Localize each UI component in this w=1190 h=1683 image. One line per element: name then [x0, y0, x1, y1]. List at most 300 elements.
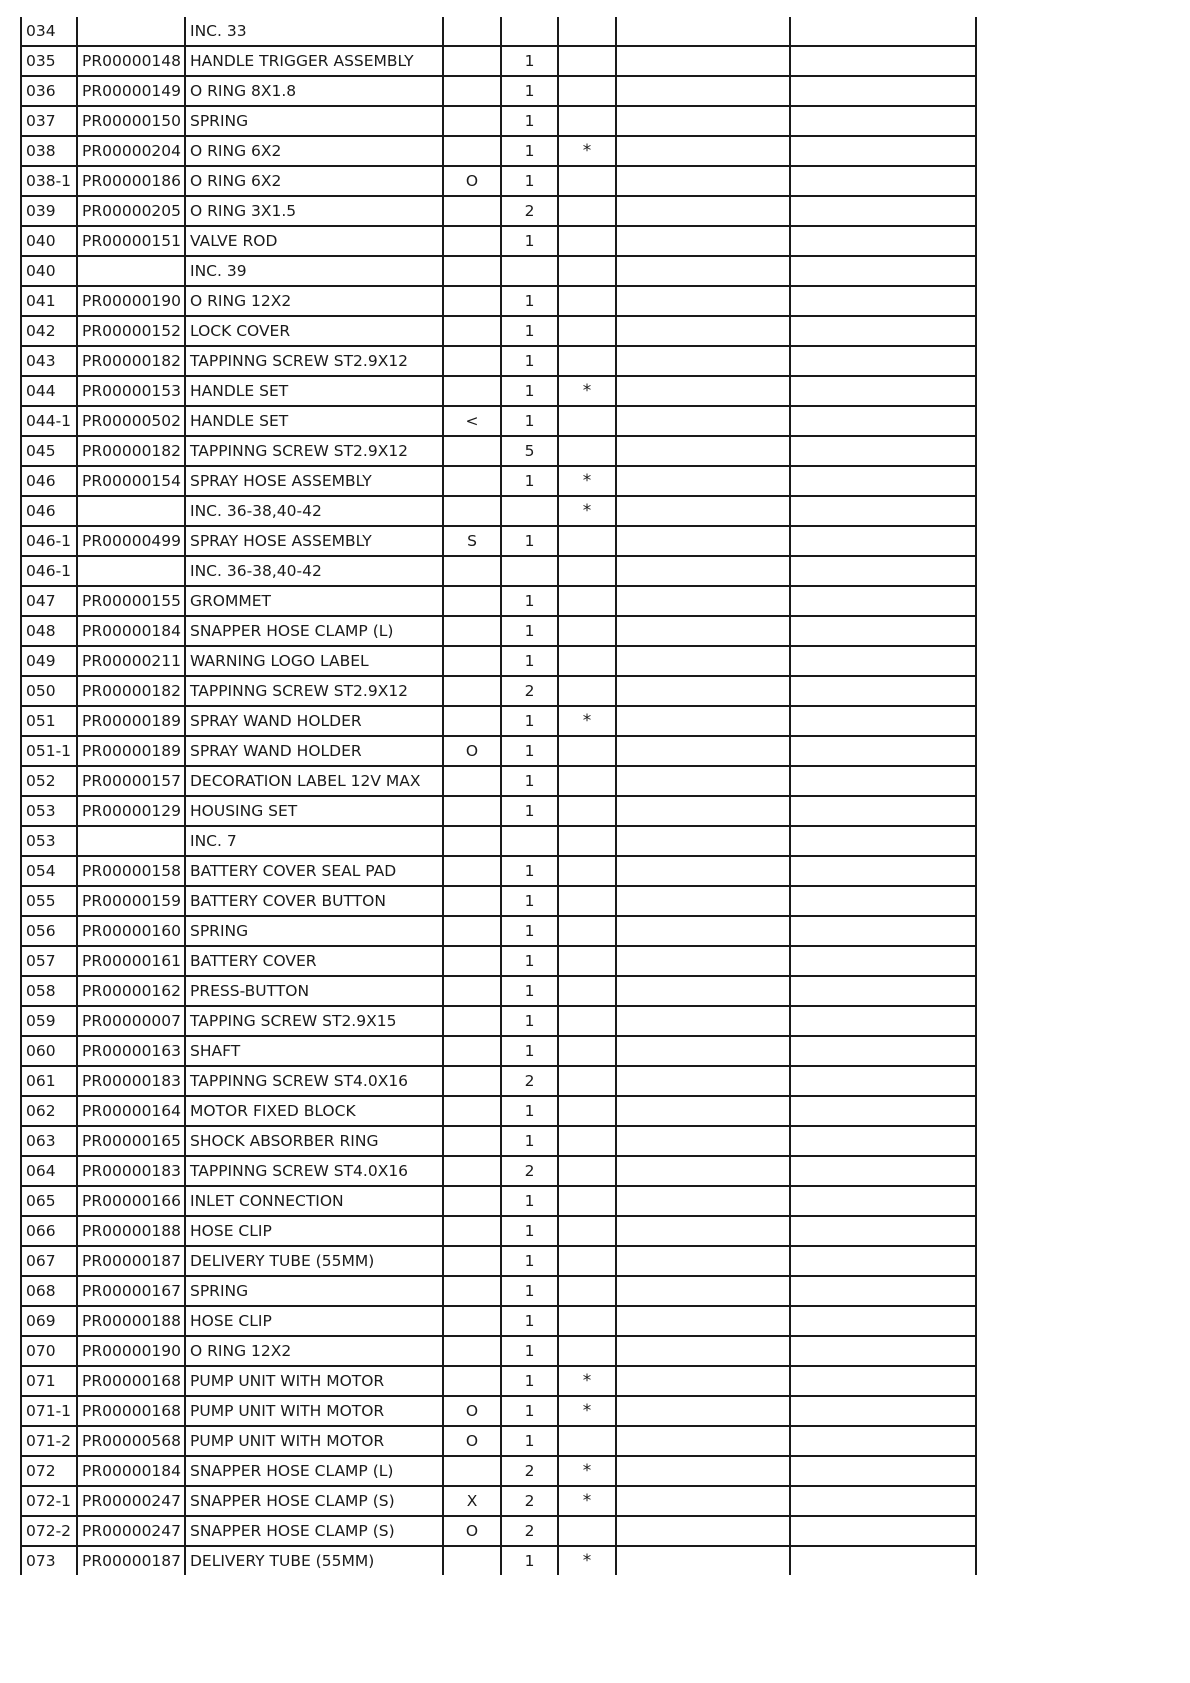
part-number-cell: PR00000190: [77, 286, 185, 316]
description-cell: O RING 3X1.5: [185, 196, 443, 226]
blank-cell: [790, 526, 976, 556]
blank-cell: [790, 946, 976, 976]
part-number-cell: [77, 826, 185, 856]
note-cell: [443, 676, 501, 706]
item-number-cell: 060: [21, 1036, 77, 1066]
description-cell: SHAFT: [185, 1036, 443, 1066]
blank-cell: [790, 316, 976, 346]
quantity-cell: 1: [501, 916, 558, 946]
quantity-cell: 2: [501, 196, 558, 226]
item-number-cell: 041: [21, 286, 77, 316]
blank-cell: [790, 1216, 976, 1246]
quantity-cell: 2: [501, 1156, 558, 1186]
item-number-cell: 050: [21, 676, 77, 706]
item-number-cell: 064: [21, 1156, 77, 1186]
quantity-cell: 1: [501, 646, 558, 676]
blank-cell: [790, 76, 976, 106]
table-row: [21, 1486, 976, 1516]
part-number-cell: PR00000158: [77, 856, 185, 886]
quantity-cell: 1: [501, 946, 558, 976]
note-cell: S: [443, 526, 501, 556]
blank-cell: [616, 1276, 790, 1306]
quantity-cell: 1: [501, 796, 558, 826]
item-number-cell: 070: [21, 1336, 77, 1366]
mark-cell: [558, 286, 616, 316]
item-number-cell: 071-1: [21, 1396, 77, 1426]
part-number-cell: PR00000183: [77, 1066, 185, 1096]
note-cell: [443, 1006, 501, 1036]
part-number-cell: PR00000151: [77, 226, 185, 256]
description-cell: SPRING: [185, 1276, 443, 1306]
part-number-cell: [77, 256, 185, 286]
quantity-cell: 1: [501, 1426, 558, 1456]
description-cell: VALVE ROD: [185, 226, 443, 256]
item-number-cell: 051: [21, 706, 77, 736]
item-number-cell: 044-1: [21, 406, 77, 436]
mark-cell: [558, 916, 616, 946]
quantity-cell: 1: [501, 346, 558, 376]
mark-cell: [558, 1186, 616, 1216]
blank-cell: [616, 376, 790, 406]
part-number-cell: PR00000568: [77, 1426, 185, 1456]
description-cell: HANDLE SET: [185, 406, 443, 436]
table-row: [21, 1036, 976, 1066]
mark-cell: [558, 106, 616, 136]
description-cell: DELIVERY TUBE (55MM): [185, 1546, 443, 1575]
note-cell: [443, 196, 501, 226]
item-number-cell: 052: [21, 766, 77, 796]
item-number-cell: 038-1: [21, 166, 77, 196]
description-cell: INC. 7: [185, 826, 443, 856]
blank-cell: [790, 1456, 976, 1486]
blank-cell: [616, 226, 790, 256]
mark-cell: [558, 1216, 616, 1246]
item-number-cell: 062: [21, 1096, 77, 1126]
blank-cell: [790, 46, 976, 76]
blank-cell: [790, 1096, 976, 1126]
table-row: [21, 346, 976, 376]
part-number-cell: PR00000190: [77, 1336, 185, 1366]
note-cell: [443, 76, 501, 106]
part-number-cell: PR00000182: [77, 346, 185, 376]
description-cell: SPRING: [185, 916, 443, 946]
blank-cell: [616, 826, 790, 856]
part-number-cell: PR00000247: [77, 1486, 185, 1516]
blank-cell: [790, 286, 976, 316]
mark-cell: [558, 646, 616, 676]
mark-cell: *: [558, 1546, 616, 1575]
table-row: [21, 1096, 976, 1126]
blank-cell: [790, 196, 976, 226]
blank-cell: [616, 676, 790, 706]
part-number-cell: PR00000184: [77, 616, 185, 646]
part-number-cell: PR00000165: [77, 1126, 185, 1156]
note-cell: X: [443, 1486, 501, 1516]
quantity-cell: 1: [501, 286, 558, 316]
blank-cell: [790, 676, 976, 706]
blank-cell: [616, 1336, 790, 1366]
part-number-cell: PR00000186: [77, 166, 185, 196]
mark-cell: [558, 976, 616, 1006]
mark-cell: [558, 1336, 616, 1366]
blank-cell: [616, 406, 790, 436]
table-row: [21, 496, 976, 526]
mark-cell: [558, 1156, 616, 1186]
table-row: [21, 436, 976, 466]
quantity-cell: 1: [501, 1246, 558, 1276]
blank-cell: [790, 376, 976, 406]
table-row: [21, 556, 976, 586]
blank-cell: [616, 976, 790, 1006]
item-number-cell: 034: [21, 17, 77, 46]
quantity-cell: 2: [501, 1486, 558, 1516]
description-cell: INC. 39: [185, 256, 443, 286]
blank-cell: [790, 916, 976, 946]
description-cell: DECORATION LABEL 12V MAX: [185, 766, 443, 796]
table-row: [21, 976, 976, 1006]
blank-cell: [790, 1036, 976, 1066]
description-cell: SNAPPER HOSE CLAMP (S): [185, 1516, 443, 1546]
part-number-cell: PR00000168: [77, 1396, 185, 1426]
quantity-cell: 1: [501, 766, 558, 796]
description-cell: INC. 36-38,40-42: [185, 496, 443, 526]
blank-cell: [790, 1156, 976, 1186]
table-row: [21, 1186, 976, 1216]
description-cell: O RING 8X1.8: [185, 76, 443, 106]
mark-cell: [558, 1036, 616, 1066]
mark-cell: [558, 346, 616, 376]
quantity-cell: 1: [501, 1186, 558, 1216]
blank-cell: [790, 1276, 976, 1306]
description-cell: GROMMET: [185, 586, 443, 616]
quantity-cell: 1: [501, 406, 558, 436]
blank-cell: [616, 796, 790, 826]
blank-cell: [790, 886, 976, 916]
quantity-cell: [501, 17, 558, 46]
blank-cell: [616, 106, 790, 136]
description-cell: SNAPPER HOSE CLAMP (S): [185, 1486, 443, 1516]
blank-cell: [790, 706, 976, 736]
note-cell: [443, 1126, 501, 1156]
quantity-cell: 5: [501, 436, 558, 466]
table-row: [21, 1336, 976, 1366]
blank-cell: [790, 1186, 976, 1216]
mark-cell: [558, 1006, 616, 1036]
blank-cell: [790, 1486, 976, 1516]
blank-cell: [790, 1066, 976, 1096]
mark-cell: [558, 1306, 616, 1336]
part-number-cell: PR00000183: [77, 1156, 185, 1186]
blank-cell: [790, 1246, 976, 1276]
blank-cell: [790, 1426, 976, 1456]
table-row: [21, 1276, 976, 1306]
table-row: [21, 886, 976, 916]
blank-cell: [616, 1096, 790, 1126]
quantity-cell: 1: [501, 1396, 558, 1426]
part-number-cell: PR00000499: [77, 526, 185, 556]
quantity-cell: 1: [501, 316, 558, 346]
quantity-cell: 2: [501, 676, 558, 706]
item-number-cell: 054: [21, 856, 77, 886]
part-number-cell: PR00000149: [77, 76, 185, 106]
table-row: [21, 1546, 976, 1575]
quantity-cell: 1: [501, 226, 558, 256]
item-number-cell: 072-1: [21, 1486, 77, 1516]
mark-cell: *: [558, 136, 616, 166]
note-cell: [443, 886, 501, 916]
part-number-cell: PR00000154: [77, 466, 185, 496]
note-cell: [443, 1366, 501, 1396]
mark-cell: [558, 676, 616, 706]
note-cell: [443, 916, 501, 946]
blank-cell: [790, 436, 976, 466]
blank-cell: [616, 706, 790, 736]
part-number-cell: PR00000502: [77, 406, 185, 436]
mark-cell: *: [558, 1486, 616, 1516]
blank-cell: [790, 1546, 976, 1575]
blank-cell: [616, 646, 790, 676]
note-cell: [443, 796, 501, 826]
mark-cell: [558, 17, 616, 46]
parts-table: [20, 17, 977, 1575]
quantity-cell: 1: [501, 1546, 558, 1575]
table-row: [21, 736, 976, 766]
blank-cell: [616, 76, 790, 106]
note-cell: O: [443, 736, 501, 766]
item-number-cell: 039: [21, 196, 77, 226]
description-cell: HANDLE SET: [185, 376, 443, 406]
note-cell: [443, 436, 501, 466]
quantity-cell: 1: [501, 1276, 558, 1306]
table-row: [21, 196, 976, 226]
blank-cell: [616, 1426, 790, 1456]
part-number-cell: PR00000159: [77, 886, 185, 916]
description-cell: SNAPPER HOSE CLAMP (L): [185, 1456, 443, 1486]
quantity-cell: 1: [501, 856, 558, 886]
table-row: [21, 1246, 976, 1276]
quantity-cell: 1: [501, 1306, 558, 1336]
mark-cell: *: [558, 1456, 616, 1486]
mark-cell: [558, 316, 616, 346]
note-cell: [443, 766, 501, 796]
description-cell: SNAPPER HOSE CLAMP (L): [185, 616, 443, 646]
blank-cell: [790, 826, 976, 856]
table-row: [21, 1006, 976, 1036]
table-row: [21, 406, 976, 436]
table-row: [21, 1156, 976, 1186]
blank-cell: [616, 496, 790, 526]
description-cell: O RING 12X2: [185, 286, 443, 316]
table-row: [21, 1426, 976, 1456]
item-number-cell: 053: [21, 796, 77, 826]
blank-cell: [790, 256, 976, 286]
item-number-cell: 040: [21, 256, 77, 286]
note-cell: [443, 466, 501, 496]
mark-cell: [558, 856, 616, 886]
description-cell: SPRAY HOSE ASSEMBLY: [185, 526, 443, 556]
item-number-cell: 048: [21, 616, 77, 646]
note-cell: [443, 976, 501, 1006]
mark-cell: [558, 1246, 616, 1276]
part-number-cell: [77, 496, 185, 526]
item-number-cell: 072: [21, 1456, 77, 1486]
blank-cell: [790, 17, 976, 46]
item-number-cell: 058: [21, 976, 77, 1006]
blank-cell: [616, 166, 790, 196]
mark-cell: *: [558, 706, 616, 736]
quantity-cell: 1: [501, 1126, 558, 1156]
part-number-cell: PR00000204: [77, 136, 185, 166]
table-row: [21, 316, 976, 346]
quantity-cell: 1: [501, 106, 558, 136]
item-number-cell: 066: [21, 1216, 77, 1246]
quantity-cell: 1: [501, 1336, 558, 1366]
blank-cell: [616, 466, 790, 496]
blank-cell: [790, 1396, 976, 1426]
mark-cell: [558, 826, 616, 856]
item-number-cell: 061: [21, 1066, 77, 1096]
note-cell: [443, 256, 501, 286]
description-cell: BATTERY COVER SEAL PAD: [185, 856, 443, 886]
mark-cell: [558, 886, 616, 916]
mark-cell: [558, 436, 616, 466]
part-number-cell: PR00000162: [77, 976, 185, 1006]
part-number-cell: PR00000166: [77, 1186, 185, 1216]
note-cell: [443, 226, 501, 256]
blank-cell: [616, 256, 790, 286]
note-cell: [443, 1216, 501, 1246]
table-row: [21, 256, 976, 286]
table-row: [21, 586, 976, 616]
parts-table-body: [21, 17, 976, 1575]
item-number-cell: 071-2: [21, 1426, 77, 1456]
quantity-cell: 1: [501, 166, 558, 196]
quantity-cell: 1: [501, 1036, 558, 1066]
blank-cell: [616, 1246, 790, 1276]
quantity-cell: 2: [501, 1516, 558, 1546]
description-cell: BATTERY COVER BUTTON: [185, 886, 443, 916]
blank-cell: [616, 856, 790, 886]
description-cell: HOUSING SET: [185, 796, 443, 826]
mark-cell: *: [558, 1396, 616, 1426]
part-number-cell: PR00000007: [77, 1006, 185, 1036]
description-cell: TAPPINNG SCREW ST4.0X16: [185, 1156, 443, 1186]
quantity-cell: 1: [501, 136, 558, 166]
note-cell: O: [443, 1396, 501, 1426]
table-row: [21, 1366, 976, 1396]
mark-cell: [558, 796, 616, 826]
mark-cell: [558, 1516, 616, 1546]
mark-cell: [558, 1096, 616, 1126]
item-number-cell: 056: [21, 916, 77, 946]
description-cell: SPRAY HOSE ASSEMBLY: [185, 466, 443, 496]
table-row: [21, 826, 976, 856]
table-row: [21, 17, 976, 46]
quantity-cell: 1: [501, 1096, 558, 1126]
part-number-cell: PR00000167: [77, 1276, 185, 1306]
description-cell: SPRAY WAND HOLDER: [185, 706, 443, 736]
item-number-cell: 067: [21, 1246, 77, 1276]
item-number-cell: 057: [21, 946, 77, 976]
item-number-cell: 044: [21, 376, 77, 406]
part-number-cell: PR00000153: [77, 376, 185, 406]
table-row: [21, 166, 976, 196]
note-cell: O: [443, 1426, 501, 1456]
note-cell: O: [443, 1516, 501, 1546]
note-cell: [443, 46, 501, 76]
item-number-cell: 035: [21, 46, 77, 76]
blank-cell: [616, 1456, 790, 1486]
blank-cell: [616, 1036, 790, 1066]
part-number-cell: PR00000148: [77, 46, 185, 76]
description-cell: INC. 33: [185, 17, 443, 46]
note-cell: [443, 1336, 501, 1366]
blank-cell: [790, 1126, 976, 1156]
mark-cell: [558, 196, 616, 226]
blank-cell: [616, 1186, 790, 1216]
table-row: [21, 1306, 976, 1336]
part-number-cell: [77, 556, 185, 586]
part-number-cell: PR00000189: [77, 736, 185, 766]
item-number-cell: 069: [21, 1306, 77, 1336]
blank-cell: [616, 1216, 790, 1246]
part-number-cell: PR00000188: [77, 1216, 185, 1246]
note-cell: [443, 946, 501, 976]
note-cell: [443, 1306, 501, 1336]
part-number-cell: PR00000155: [77, 586, 185, 616]
mark-cell: [558, 1066, 616, 1096]
note-cell: [443, 706, 501, 736]
item-number-cell: 063: [21, 1126, 77, 1156]
item-number-cell: 037: [21, 106, 77, 136]
quantity-cell: [501, 826, 558, 856]
quantity-cell: 1: [501, 706, 558, 736]
blank-cell: [790, 616, 976, 646]
description-cell: BATTERY COVER: [185, 946, 443, 976]
table-row: [21, 1456, 976, 1486]
part-number-cell: PR00000205: [77, 196, 185, 226]
blank-cell: [616, 1306, 790, 1336]
quantity-cell: 1: [501, 376, 558, 406]
description-cell: PUMP UNIT WITH MOTOR: [185, 1366, 443, 1396]
part-number-cell: PR00000129: [77, 796, 185, 826]
description-cell: SPRAY WAND HOLDER: [185, 736, 443, 766]
blank-cell: [616, 736, 790, 766]
description-cell: SHOCK ABSORBER RING: [185, 1126, 443, 1156]
note-cell: [443, 17, 501, 46]
table-row: [21, 1516, 976, 1546]
blank-cell: [616, 286, 790, 316]
description-cell: INC. 36-38,40-42: [185, 556, 443, 586]
mark-cell: *: [558, 376, 616, 406]
part-number-cell: PR00000150: [77, 106, 185, 136]
part-number-cell: PR00000188: [77, 1306, 185, 1336]
blank-cell: [616, 1366, 790, 1396]
item-number-cell: 036: [21, 76, 77, 106]
table-row: [21, 376, 976, 406]
description-cell: MOTOR FIXED BLOCK: [185, 1096, 443, 1126]
blank-cell: [616, 1126, 790, 1156]
table-row: [21, 106, 976, 136]
mark-cell: [558, 1276, 616, 1306]
part-number-cell: PR00000182: [77, 676, 185, 706]
blank-cell: [790, 1516, 976, 1546]
note-cell: [443, 316, 501, 346]
note-cell: [443, 1156, 501, 1186]
description-cell: LOCK COVER: [185, 316, 443, 346]
mark-cell: *: [558, 496, 616, 526]
quantity-cell: 1: [501, 1006, 558, 1036]
